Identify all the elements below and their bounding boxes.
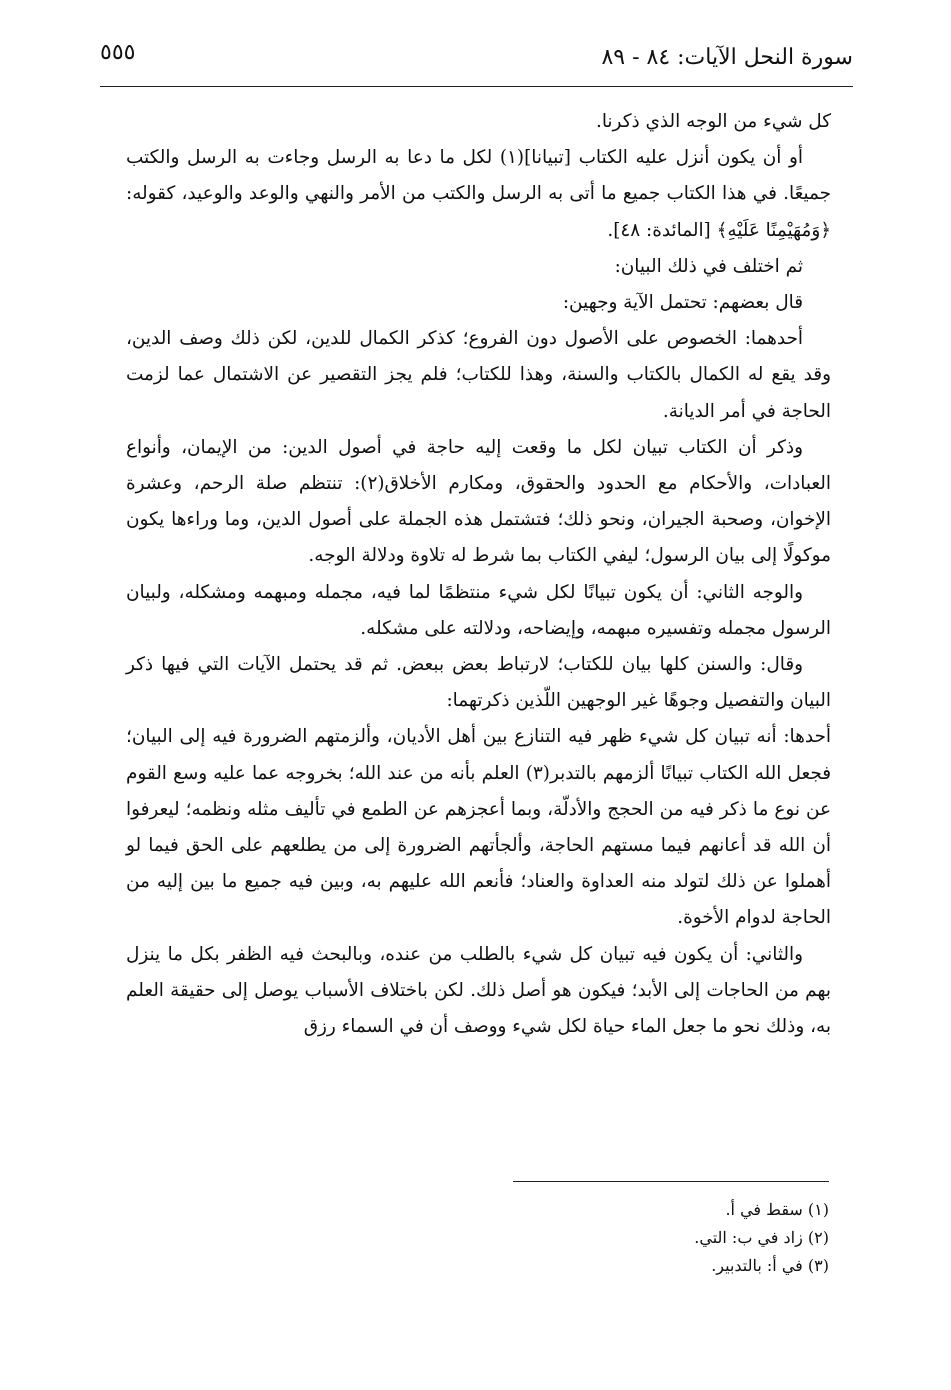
- paragraph: قال بعضهم: تحتمل الآية وجهين:: [562, 292, 803, 314]
- footnote: (٣) في أ: بالتدبير.: [711, 1256, 829, 1275]
- paragraph: وذكر أن الكتاب تبيان لكل ما وقعت إليه حاجة في أصول الدين: من الإيمان، وأنواع العبادات، والأحكام مع الحدود والحقوق، ومكارم الأخلاق(٢): تنتظم صلة الرحم، وعشرة الإخوان، وصحبة الجيران، ونحو ذلك؛ فتشتمل هذه الجملة على أصول الدين، وما وراءها يكون موكولًا إلى بيان الرسول؛ ليفي الكتاب بما شرط له تلاوة ودلالة الوجه.: [126, 436, 832, 567]
- paragraph: والثاني: أن يكون فيه تبيان كل شيء بالطلب من عنده، وبالبحث فيه الظفر بكل ما ينزل بهم من الحاجات إلى الأبد؛ فيكون هو أصل ذلك. لكن باختلاف الأسباب يوصل إلى حقيقة العلم به، وذلك نحو ما جعل الماء حياة لكل شيء ووصف أن في السماء رزق: [126, 943, 831, 1038]
- footnote-divider: [513, 1181, 829, 1182]
- paragraph: أو أن يكون أنزل عليه الكتاب [تبيانا](١) لكل ما دعا به الرسل وجاءت به الرسل والكتب جميعًا. في هذا الكتاب جميع ما أتى به الرسل والكتب من الأمر والنهي والوعد والوعيد، كقوله: ﴿وَمُهَيْمِنًا عَلَيْهِ﴾ [المائدة: ٤٨].: [126, 147, 831, 241]
- paragraph: أحدها: أنه تبيان كل شيء ظهر فيه التنازع بين أهل الأديان، وألزمتهم الضرورة فيه إلى البيان؛ فجعل الله الكتاب تبيانًا ألزمهم بالتدبر(٣) العلم بأنه من عند الله؛ بخروجه عما عليه وسع القوم عن نوع ما ذكر فيه من الحجج والأدلّة، وبما أعجزهم عن الطمع في تأليف مثله ونظمه؛ ليعرفوا أن الله قد أعانهم فيما مستهم الحاجة، وألجأتهم الضرورة إلى من يطلعهم على الحق فيما لو أهملوا عن ذلك لتولد منه العداوة والعناد؛ فأنعم الله عليهم به، وبين فيه جميع ما بين إليه من الحاجة لدوام الأخوة.: [126, 726, 831, 929]
- paragraph: كل شيء من الوجه الذي ذكرنا.: [595, 111, 831, 132]
- paragraph: ثم اختلف في ذلك البيان:: [614, 255, 803, 277]
- running-title: سورة النحل الآيات: ٨٤ - ٨٩: [601, 45, 853, 70]
- page-header: [100, 38, 853, 87]
- page-number: ٥٥٥: [100, 40, 136, 65]
- footnotes: [126, 1196, 829, 1280]
- paragraph: أحدهما: الخصوص على الأصول دون الفروع؛ كذكر الكمال للدين، لكن ذلك وصف الدين، وقد يقع له الكمال بالكتاب والسنة، وهذا للكتاب؛ فلم يجز التقصير عن الاشتمال عما لزمت الحاجة في أمر الديانة.: [126, 328, 831, 422]
- paragraph: والوجه الثاني: أن يكون تبيانًا لكل شيء منتظمًا لما فيه، مجمله ومبهمه ومشكله، ولبيان الرسول مجمله وتفسيره مبهمه، وإيضاحه، ودلالته على مشكله.: [126, 581, 831, 639]
- footnote: (٢) زاد في ب: التي.: [694, 1228, 829, 1247]
- paragraph: وقال: والسنن كلها بيان للكتاب؛ لارتباط بعض ببعض. ثم قد يحتمل الآيات التي فيها ذكر البيان والتفصيل وجوهًا غير الوجهين اللّذين ذكرتهما:: [126, 654, 831, 712]
- footnote: (١) سقط في أ.: [725, 1200, 829, 1219]
- main-text: [126, 104, 831, 1045]
